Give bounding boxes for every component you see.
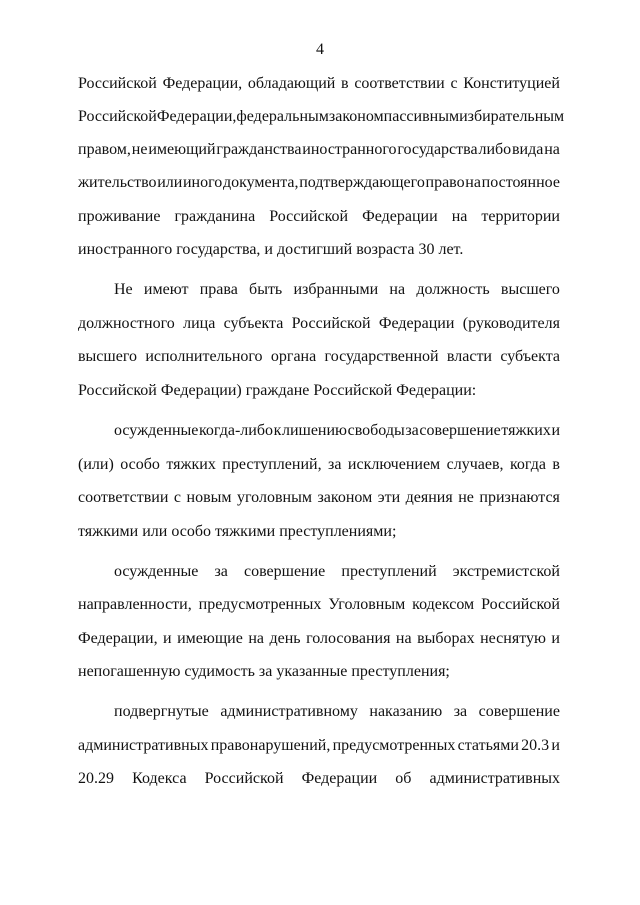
word: на — [451, 208, 468, 225]
word: государства — [397, 141, 478, 158]
word: совершение — [419, 422, 501, 439]
page-number: 4 — [316, 41, 324, 58]
word: органа — [270, 348, 317, 365]
text-line — [78, 106, 565, 128]
word: Федерации, — [78, 630, 158, 647]
word: субъекта — [500, 348, 560, 365]
word: имеющий — [148, 141, 216, 158]
word: быть — [249, 281, 283, 298]
word: кодексом — [412, 596, 475, 613]
word: административных — [429, 770, 560, 787]
word: Российской — [481, 596, 560, 613]
word: подтверждающего — [299, 174, 425, 191]
text-line — [114, 701, 560, 723]
word: Федерации, — [156, 108, 237, 125]
word: Российской — [78, 75, 157, 92]
word: на — [395, 630, 412, 647]
word: об — [395, 770, 412, 787]
word: с — [173, 489, 182, 506]
word: Российской — [291, 315, 371, 332]
word: соответствии — [78, 489, 169, 506]
word: исключением — [347, 456, 441, 473]
word: субъекта — [223, 315, 284, 332]
text-line — [78, 487, 560, 509]
text-line — [78, 628, 560, 650]
word: гражданства — [216, 141, 302, 158]
word: власти — [446, 348, 492, 365]
word: новым — [186, 489, 232, 506]
word: экстремистской — [452, 563, 560, 580]
word: осужденные — [114, 422, 199, 439]
text-line — [114, 420, 560, 442]
word: Конституцией — [463, 75, 560, 92]
word: подвергнутые — [114, 703, 209, 720]
text-line: непогашенную судимость за указанные преступления; — [78, 663, 450, 680]
word: совершение — [478, 703, 560, 720]
word: свободы — [347, 422, 405, 439]
word: деяния — [405, 489, 453, 506]
word: преступлений — [341, 563, 437, 580]
word: тяжких — [166, 456, 216, 473]
word: случаев, — [446, 456, 504, 473]
word: признаются — [479, 489, 560, 506]
word: проживание — [78, 208, 161, 225]
word: административных — [78, 737, 209, 754]
word: 20.3 — [521, 737, 550, 754]
text-line: Российской Федерации) граждане Российской Федерации: — [78, 382, 477, 399]
word: статьями — [457, 737, 519, 754]
word: гражданина — [174, 208, 256, 225]
word: иностранного — [302, 141, 397, 158]
word: иного — [182, 174, 223, 191]
word: наказанию — [369, 703, 443, 720]
text-line — [114, 279, 560, 301]
word: постоянное — [481, 174, 560, 191]
word: к — [273, 422, 282, 439]
text-line — [78, 346, 560, 368]
word: и — [551, 737, 560, 754]
word: на — [544, 141, 560, 158]
word: Российской — [204, 770, 284, 787]
text-line — [78, 206, 560, 228]
word: когда — [509, 456, 546, 473]
word: соответствии — [354, 75, 445, 92]
word: день — [269, 630, 301, 647]
word: лица — [183, 315, 216, 332]
word: (или) — [78, 456, 114, 473]
word: 20.29 — [78, 770, 114, 787]
word: совершение — [243, 563, 326, 580]
word: на — [389, 281, 406, 298]
word: имеют — [143, 281, 189, 298]
word: особо — [120, 456, 160, 473]
word: исполнительного — [145, 348, 263, 365]
word: федеральным — [236, 108, 329, 125]
text-line — [78, 313, 560, 335]
word: пассивным — [383, 108, 460, 125]
word: права — [199, 281, 238, 298]
word: тяжких — [501, 422, 551, 439]
text-line — [78, 139, 560, 161]
text-line — [78, 594, 560, 616]
word: (руководителя — [462, 315, 560, 332]
word: уголовным — [237, 489, 312, 506]
word: за — [214, 563, 228, 580]
word: Уголовным — [328, 596, 406, 613]
word: законом — [328, 108, 384, 125]
text-line — [78, 172, 560, 194]
word: лишению — [281, 422, 347, 439]
word: за — [328, 456, 342, 473]
word: направленности, — [78, 596, 192, 613]
word: предусмотренных — [198, 596, 322, 613]
word: Федерации, — [162, 75, 243, 92]
word: на — [465, 174, 481, 191]
text-line: тяжкими или особо тяжкими преступлениями; — [78, 523, 397, 540]
word: вида — [512, 141, 544, 158]
text-line — [78, 454, 560, 476]
word: предусмотренных — [332, 737, 456, 754]
word: Федерации — [362, 208, 438, 225]
word: Кодекса — [132, 770, 187, 787]
word: Не — [114, 281, 133, 298]
word: преступлений, — [222, 456, 322, 473]
word: имеющие — [177, 630, 243, 647]
text-line — [78, 768, 560, 790]
word: правонарушений, — [210, 737, 331, 754]
text-line: иностранного государства, и достигший возраста 30 лет. — [78, 241, 464, 258]
text-line — [78, 73, 560, 95]
word: избранными — [293, 281, 379, 298]
word: или — [157, 174, 183, 191]
word: должностного — [78, 315, 175, 332]
word: и — [551, 630, 560, 647]
word: высшего — [78, 348, 137, 365]
word: правом, — [78, 141, 131, 158]
word: государственной — [324, 348, 439, 365]
word: и — [163, 630, 172, 647]
word: Федерации — [301, 770, 378, 787]
word: высшего — [500, 281, 560, 298]
text-line — [78, 735, 560, 757]
word: территории — [481, 208, 560, 225]
word: когда-либо — [198, 422, 273, 439]
word: за — [405, 422, 419, 439]
word: в — [341, 75, 349, 92]
word: на — [248, 630, 264, 647]
word: законом — [317, 489, 373, 506]
word: неснятую — [480, 630, 546, 647]
word: должность — [416, 281, 490, 298]
word: обладающий — [247, 75, 336, 92]
word: право — [425, 174, 465, 191]
word: либо — [478, 141, 512, 158]
word: голосования — [306, 630, 391, 647]
word: выборах — [417, 630, 475, 647]
word: эти — [377, 489, 401, 506]
text-line — [114, 561, 560, 583]
word: в — [552, 456, 560, 473]
word: не — [458, 489, 474, 506]
word: за — [453, 703, 468, 720]
word: осужденные — [114, 563, 199, 580]
word: не — [131, 141, 148, 158]
word: административному — [220, 703, 358, 720]
word: с — [450, 75, 458, 92]
word: и — [551, 422, 560, 439]
word: жительство — [78, 174, 157, 191]
word: Российской — [269, 208, 349, 225]
word: избирательным — [459, 108, 565, 125]
word: Федерации — [378, 315, 455, 332]
word: документа, — [222, 174, 299, 191]
word: Российской — [78, 108, 157, 125]
